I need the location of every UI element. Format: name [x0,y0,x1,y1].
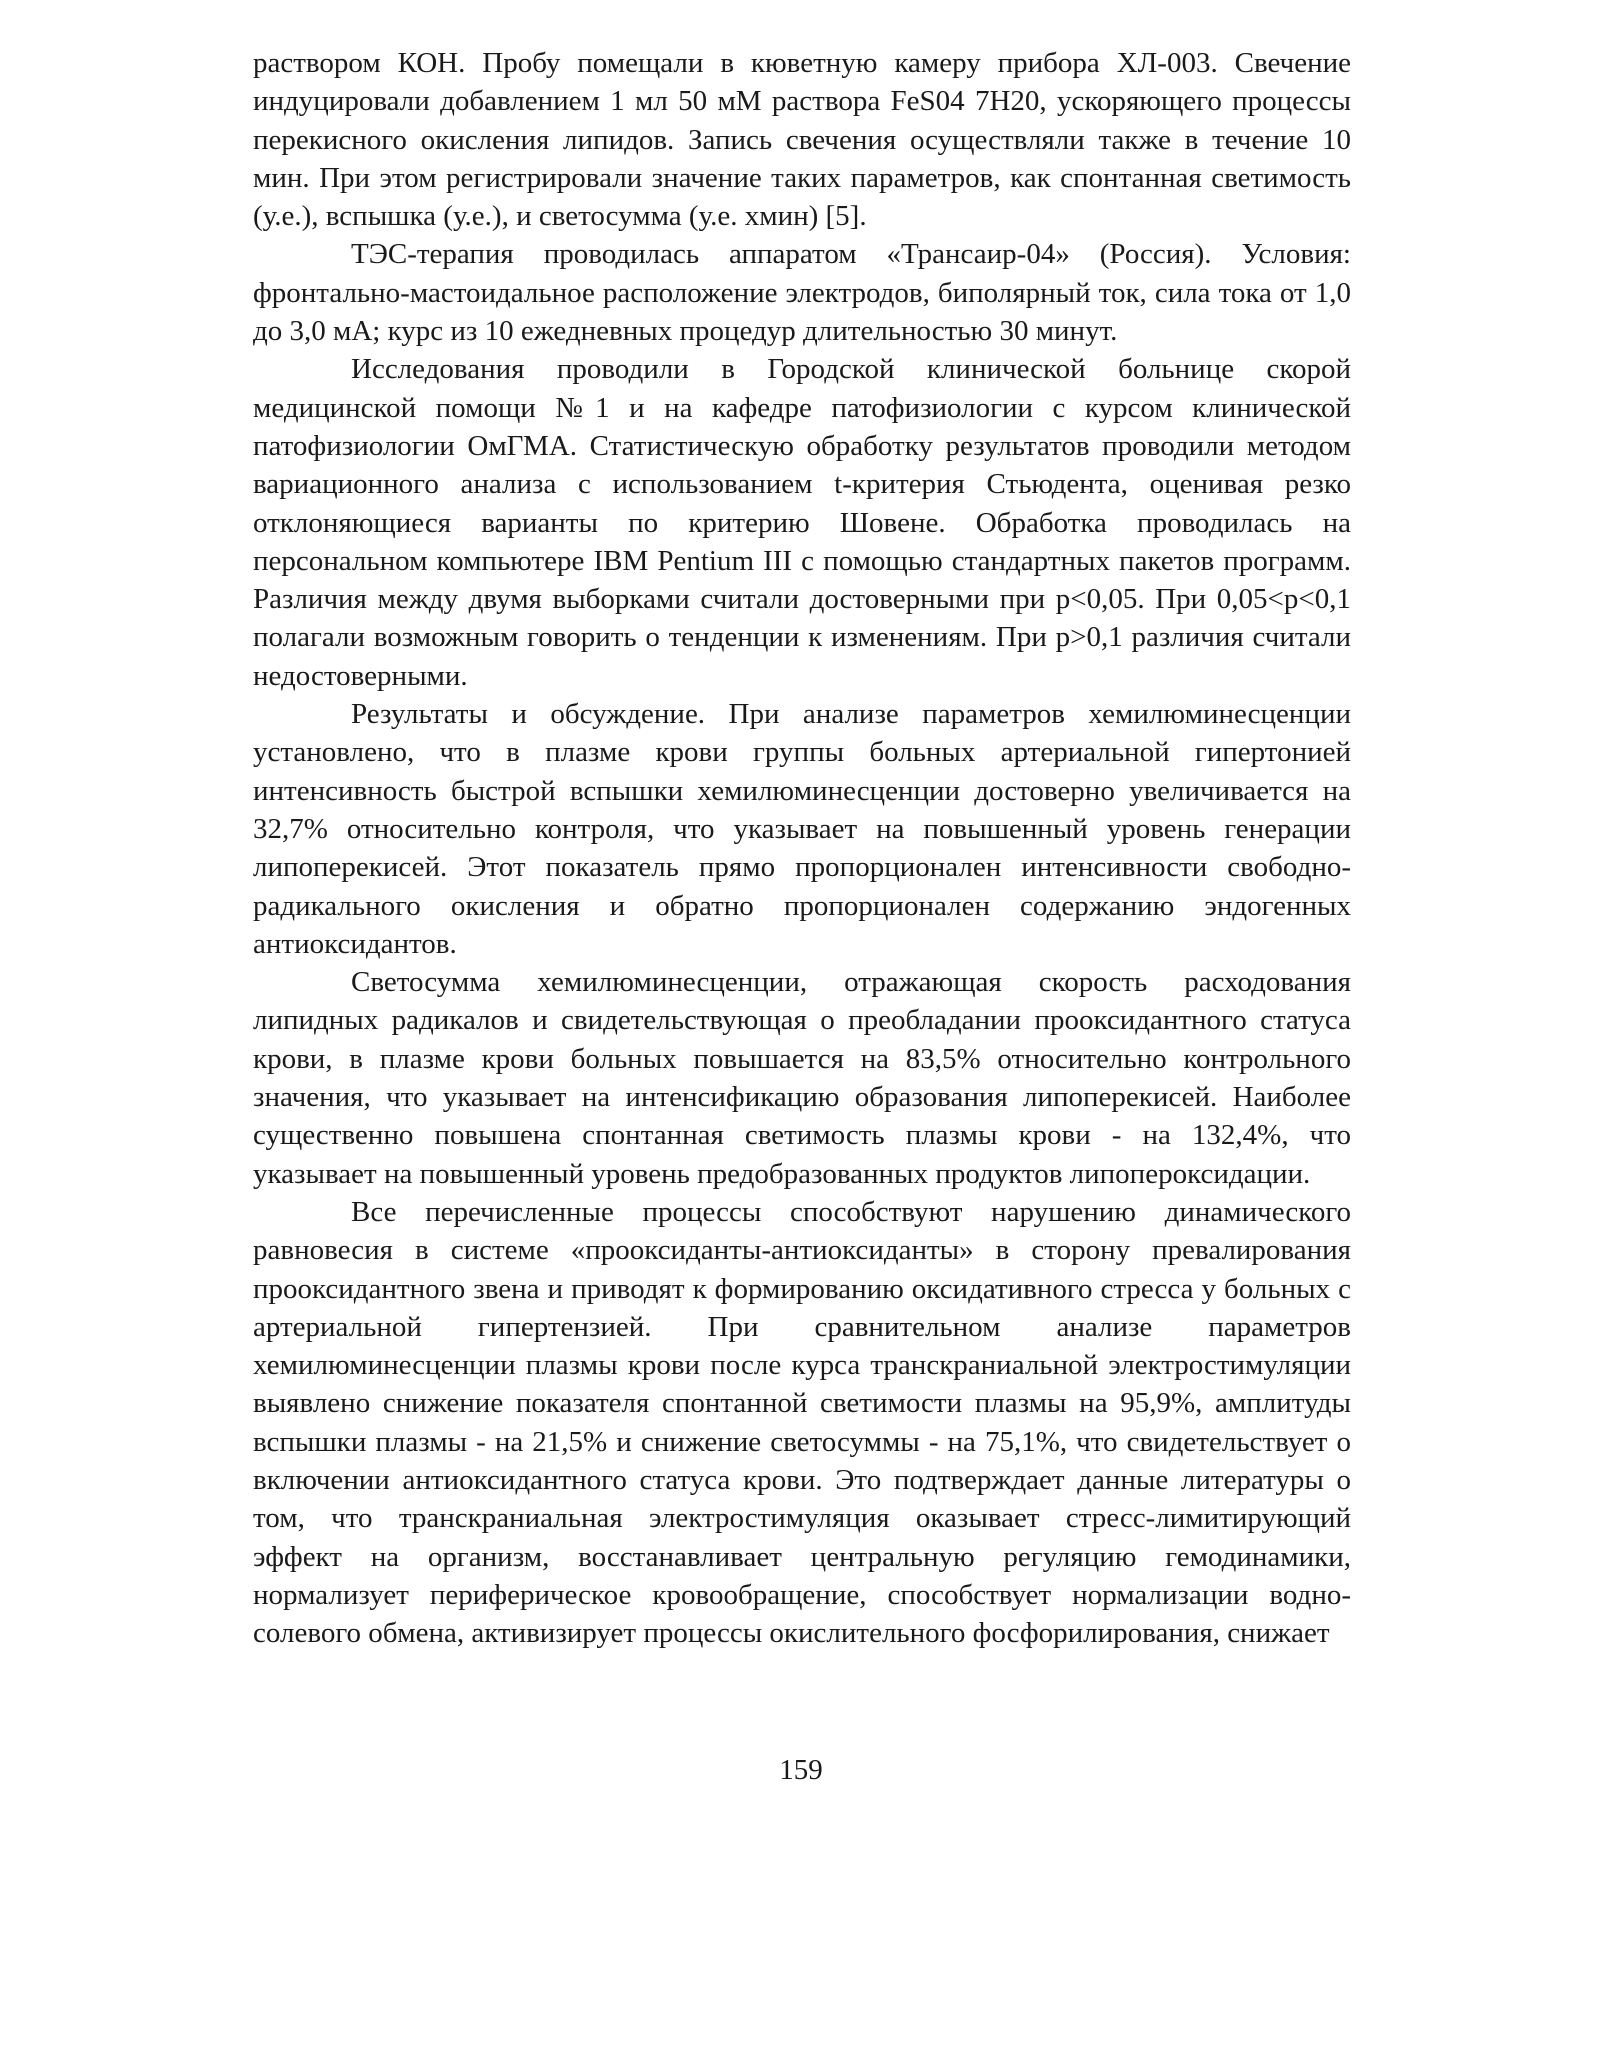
paragraph-statistics: Исследования проводили в Городской клинической больнице скорой медицинской помощи №1 и на кафедре патофизиологии с курсом клинической патофизиологии ОмГМА. Статистическую обработку результатов проводили методом вариационного анализа с использованием t-критерия Стьюдента, оценивая резко отклоняющиеся варианты по критерию Шовене. Обработка проводилась на персональном компьютере IBM Pentium III с помощью стандартных пакетов программ. Различия между двумя выборками считали достоверными при p<0,05. При 0,05<p<0,1 полагали возможным говорить о тенденции к изменениям. При p>0,1 различия считали недостоверными. [253,353,1351,692]
paragraph-results: Результаты и обсуждение. При анализе параметров хемилюминесценции установлено, что в плазме крови группы больных артериальной гипертонией интенсивность быстрой вспышки хемилюминесценции достоверно увеличивается на 32,7% относительно контроля, что указывает на повышенный уровень генерации липоперекисей. Этот показатель прямо пропорционален интенсивности свободно-радикального окисления и обратно пропорционален содержанию эндогенных антиоксидантов. [253,698,1351,960]
paragraph-tes-therapy: ТЭС-терапия проводилась аппаратом «Трансаир-04» (Россия). Условия: фронтально-мастоидальное расположение электродов, биполярный ток, сила тока от 1,0 до 3,0 мА; курс из 10 ежедневных процедур длительностью 30 минут. [253,238,1351,348]
page-number: 159 [779,1754,823,1786]
paragraph-conclusion: Все перечисленные процессы способствуют нарушению динамического равновесия в системе «прооксиданты-антиоксиданты» в сторону превалирования прооксидантного звена и приводят к формированию оксидативного стресса у больных с артериальной гипертензией. При сравнительном анализе параметров хемилюминесценции плазмы крови после курса транскраниальной электростимуляции выявлено снижение показателя спонтанной светимости плазмы на 95,9%, амплитуды вспышки плазмы - на 21,5% и снижение светосуммы - на 75,1%, что свидетельствует о включении антиоксидантного статуса крови. Это подтверждает данные литературы о том, что транскраниальная электростимуляция оказывает стресс-лимитирующий эффект на организм, восстанавливает центральную регуляцию гемодинамики, нормализует периферическое кровообращение, способствует нормализации водно-солевого обмена, активизирует процессы окислительного фосфорилирования, снижает [253,1195,1351,1650]
body-text [253,44,1351,1652]
paragraph-light-sum: Светосумма хемилюминесценции, отражающая скорость расходования липидных радикалов и свидетельствующая о преобладании прооксидантного статуса крови, в плазме крови больных повышается на 83,5% относительно контрольного значения, что указывает на интенсификацию образования липоперекисей. Наиболее существенно повышена спонтанная светимость плазмы крови - на 132,4%, что указывает на повышенный уровень предобразованных продуктов липопероксидации. [253,966,1351,1190]
paragraph-method-continued: раствором КОН. Пробу помещали в кюветную камеру прибора ХЛ-003. Свечение индуцировали добавлением 1 мл 50 мМ раствора FeS04 7H20, ускоряющего процессы перекисного окисления липидов. Запись свечения осуществляли также в течение 10 мин. При этом регистрировали значение таких параметров, как спонтанная светимость (у.е.), вспышка (у.е.), и светосумма (у.е. хмин) [5]. [253,47,1351,233]
